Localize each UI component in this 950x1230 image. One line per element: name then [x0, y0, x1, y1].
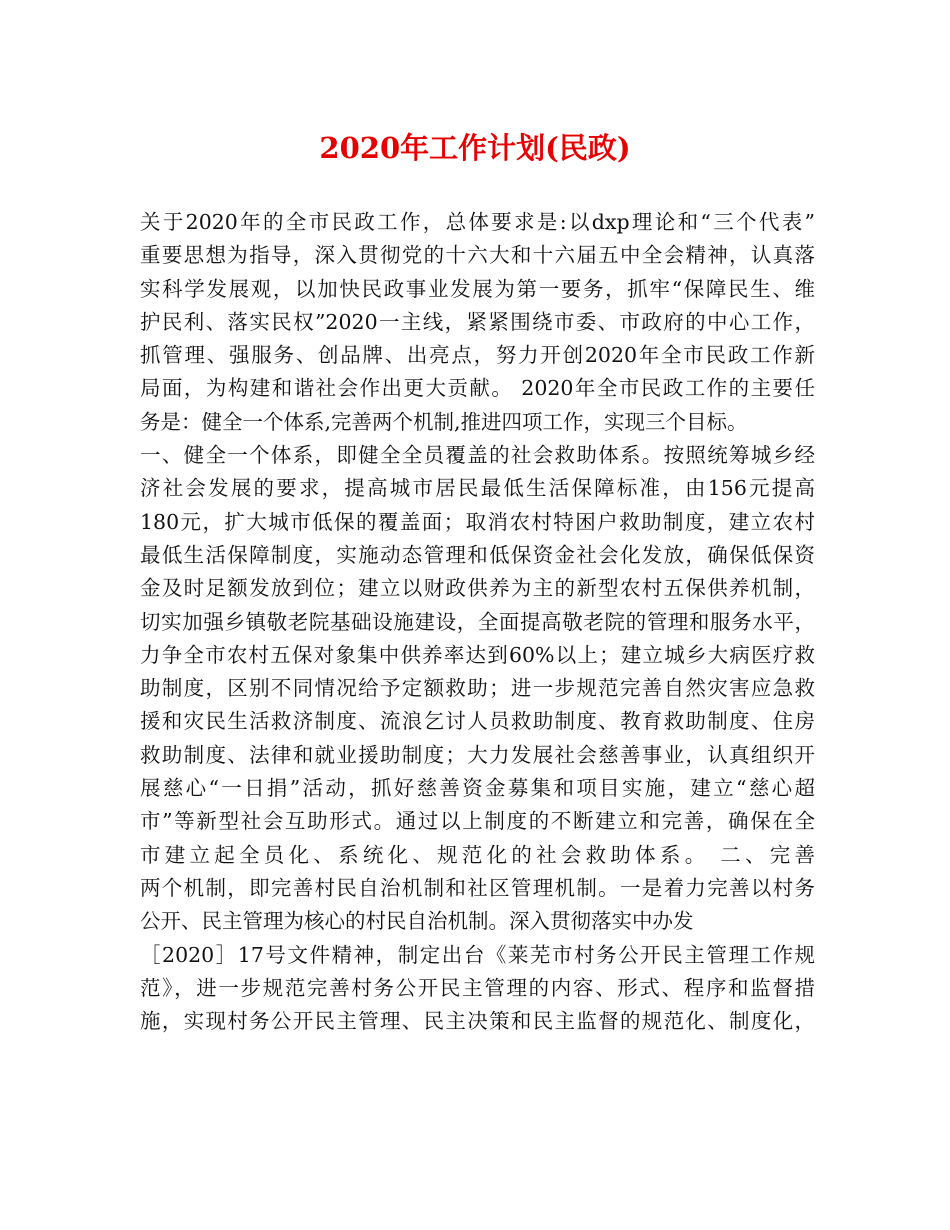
body-text-line: 抓管理、强服务、创品牌、出亮点，努力开创2020年全市民政工作新 — [140, 343, 815, 368]
document-body — [140, 206, 815, 1038]
body-text-line: 展慈心“一日捐”活动，抓好慈善资金募集和项目实施，建立“慈心超 — [140, 776, 815, 801]
body-text-line: 公开、民主管理为核心的村民自治机制。深入贯彻落实中办发 — [140, 909, 694, 934]
body-text-line: 援和灾民生活救济制度、流浪乞讨人员救助制度、教育救助制度、住房 — [140, 709, 815, 734]
body-text-line: 实科学发展观，以加快民政事业发展为第一要务，抓牢“保障民生、维 — [140, 276, 815, 301]
body-text-line: 切实加强乡镇敬老院基础设施建设，全面提高敬老院的管理和服务水平， — [140, 609, 815, 634]
body-text-line: 护民利、落实民权”2020一主线，紧紧围绕市委、市政府的中心工作， — [140, 309, 815, 334]
body-text-line: ［2020］17号文件精神，制定出台《莱芜市村务公开民主管理工作规 — [140, 942, 815, 967]
body-text-line: 施，实现村务公开民主管理、民主决策和民主监督的规范化、制度化， — [140, 1009, 815, 1034]
body-text-line: 重要思想为指导，深入贯彻党的十六大和十六届五中全会精神，认真落 — [140, 243, 815, 268]
body-text-line: 两个机制，即完善村民自治机制和社区管理机制。一是着力完善以村务 — [140, 875, 815, 900]
body-text-line: 范》，进一步规范完善村务公开民主管理的内容、形式、程序和监督措 — [140, 975, 815, 1000]
body-text-line: 关于2020年的全市民政工作，总体要求是:以dxp理论和“三个代表” — [140, 210, 815, 234]
body-text-line: 助制度，区别不同情况给予定额救助；进一步规范完善自然灾害应急救 — [140, 676, 815, 701]
body-text-line: 最低生活保障制度，实施动态管理和低保资金社会化发放，确保低保资 — [140, 542, 815, 567]
body-text-line: 力争全市农村五保对象集中供养率达到60%以上；建立城乡大病医疗救 — [140, 642, 815, 667]
document-title: 2020年工作计划(民政) — [319, 131, 631, 165]
body-text-line: 济社会发展的要求，提高城市居民最低生活保障标准，由156元提高 — [140, 476, 815, 501]
body-text-line: 救助制度、法律和就业援助制度；大力发展社会慈善事业，认真组织开 — [140, 742, 815, 767]
body-text-line: 务是：健全一个体系,完善两个机制,推进四项工作，实现三个目标。 — [140, 409, 748, 434]
body-text-line: 金及时足额发放到位；建立以财政供养为主的新型农村五保供养机制， — [140, 576, 815, 601]
body-text-line: 市建立起全员化、系统化、规范化的社会救助体系。 二、完善 — [140, 842, 815, 867]
body-text-line: 一、健全一个体系，即健全全员覆盖的社会救助体系。按照统筹城乡经 — [140, 443, 815, 468]
body-text-line: 180元，扩大城市低保的覆盖面；取消农村特困户救助制度，建立农村 — [140, 509, 815, 534]
body-text-line: 局面，为构建和谐社会作出更大贡献。 2020年全市民政工作的主要任 — [140, 376, 815, 401]
body-text-line: 市”等新型社会互助形式。通过以上制度的不断建立和完善，确保在全 — [140, 809, 815, 834]
